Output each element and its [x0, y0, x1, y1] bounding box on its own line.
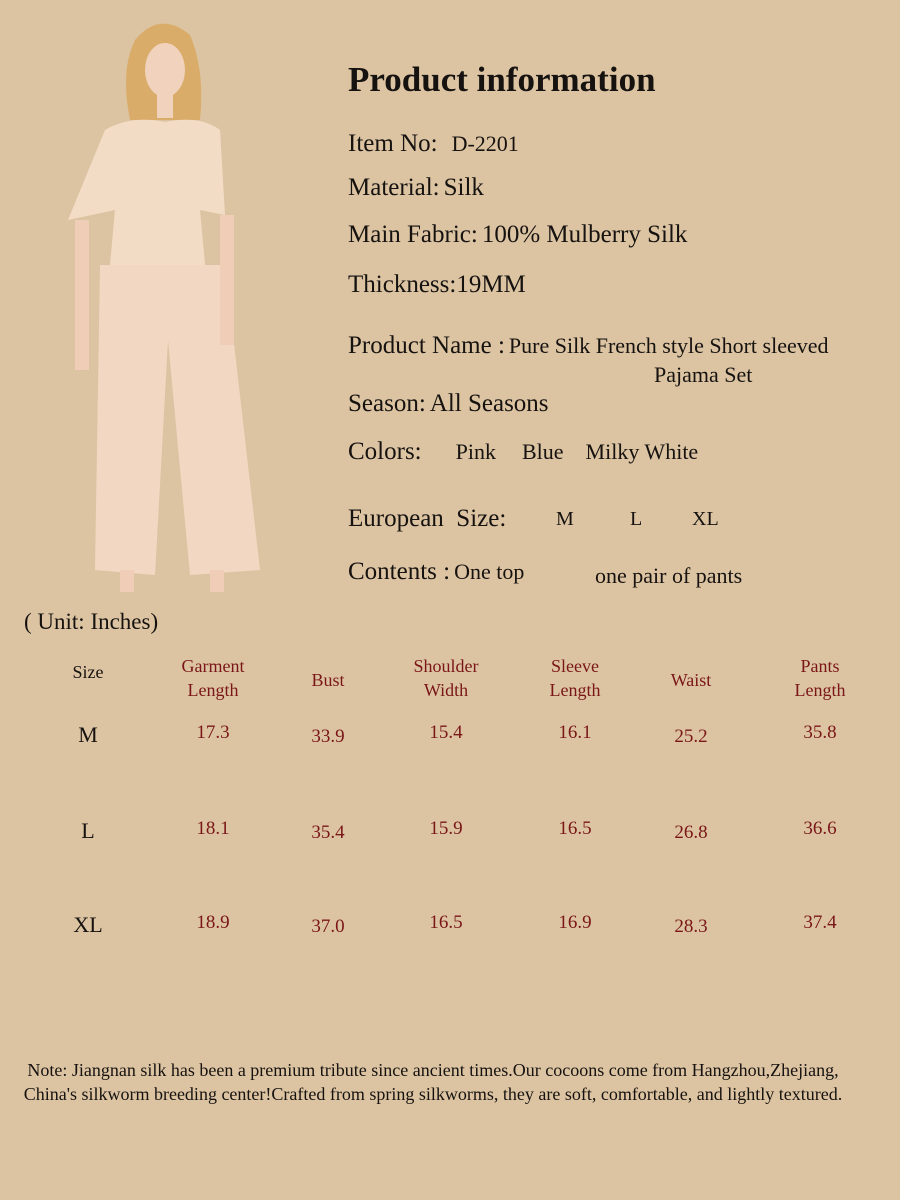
table-cell: 25.2	[674, 726, 708, 747]
colors-label: Colors:	[348, 438, 422, 465]
main-fabric-value: 100% Mulberry Silk	[481, 221, 688, 248]
color-blue: Blue	[521, 439, 564, 464]
material-row	[348, 174, 484, 202]
main-fabric-row	[348, 221, 687, 249]
table-header	[414, 654, 479, 702]
thickness-value: 19MM	[456, 271, 526, 298]
size-xl: XL	[692, 508, 719, 530]
european-size-label: European Size:	[348, 505, 507, 532]
table-cell: 18.9	[196, 912, 230, 933]
item-no-value: D-2201	[451, 131, 519, 156]
color-pink: Pink	[455, 439, 496, 464]
colors-row	[348, 438, 698, 466]
table-cell: 16.5	[558, 818, 592, 839]
header-line: Length	[549, 680, 601, 700]
thickness-label: Thickness:	[348, 271, 457, 298]
main-fabric-label: Main Fabric:	[348, 221, 478, 248]
table-cell: 33.9	[311, 726, 345, 747]
table-cell: 16.5	[429, 912, 463, 933]
table-cell: 15.4	[429, 722, 463, 743]
contents-top: One top	[454, 559, 525, 584]
note-text: Note: Jiangnan silk has been a premium tribute since ancient times.Our cocoons come from Hangzhou,Zhejiang, China's silkworm breeding center!Crafted from spring silkworms, they are soft, comfortable, and lightly textured.	[23, 1060, 843, 1104]
header-line: Bust	[311, 670, 345, 690]
table-cell: 16.9	[558, 912, 592, 933]
model-photo	[60, 10, 275, 595]
material-label: Material:	[348, 174, 440, 201]
page-title: Product information	[348, 60, 656, 99]
header-line: Length	[187, 680, 239, 700]
table-header	[182, 654, 245, 702]
product-name-row	[348, 332, 829, 360]
contents-label: Contents :	[348, 558, 451, 585]
season-label: Season:	[348, 390, 426, 417]
table-header	[795, 654, 846, 702]
table-cell: 16.1	[558, 722, 592, 743]
header-line: Garment	[181, 656, 245, 676]
table-cell: 17.3	[196, 722, 230, 743]
table-cell: 35.4	[311, 822, 345, 843]
header-line: Size	[72, 662, 104, 682]
table-row-size: M	[78, 722, 98, 747]
header-line: Width	[423, 680, 469, 700]
contents-row	[348, 558, 524, 586]
header-line: Length	[794, 680, 846, 700]
unit-label: ( Unit: Inches)	[24, 609, 159, 634]
table-cell: 36.6	[803, 818, 837, 839]
table-header	[550, 654, 601, 702]
table-cell: 35.8	[803, 722, 837, 743]
table-header	[311, 668, 344, 692]
table-cell: 37.0	[311, 916, 345, 937]
table-header	[73, 660, 104, 684]
header-line: Shoulder	[413, 656, 479, 676]
product-name-line2: Pajama Set	[654, 362, 753, 387]
material-value: Silk	[443, 174, 484, 201]
size-l: L	[630, 508, 643, 530]
header-line: Pants	[800, 656, 840, 676]
table-row-size: L	[81, 818, 95, 843]
header-line: Waist	[670, 670, 712, 690]
season-row	[348, 390, 549, 418]
table-cell: 26.8	[674, 822, 708, 843]
table-cell: 15.9	[429, 818, 463, 839]
size-m: M	[556, 508, 574, 530]
product-name-label: Product Name :	[348, 332, 505, 359]
item-no-label: Item No:	[348, 130, 438, 157]
contents-pants: one pair of pants	[595, 563, 743, 588]
table-cell: 18.1	[196, 818, 230, 839]
product-name-line1: Pure Silk French style Short sleeved	[508, 333, 829, 358]
season-value: All Seasons	[429, 390, 549, 417]
thickness-row	[348, 271, 526, 299]
item-no-row	[348, 130, 519, 158]
table-row-size: XL	[73, 912, 103, 937]
european-size-row	[348, 505, 506, 533]
table-cell: 37.4	[803, 912, 837, 933]
header-line: Sleeve	[551, 656, 599, 676]
table-cell: 28.3	[674, 916, 708, 937]
color-milky-white: Milky White	[585, 439, 699, 464]
table-header	[671, 668, 712, 692]
